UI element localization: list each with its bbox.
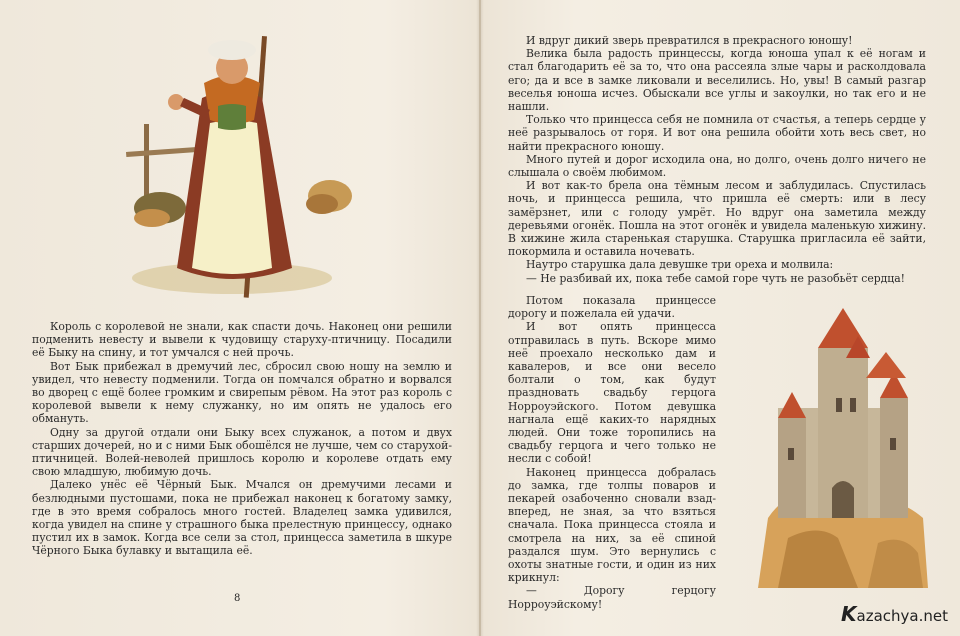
left-paragraph: Вот Бык прибежал в дремучий лес, сбросил свою ношу на землю и увидел, что невесту подменили. Тогда он помчался обратно и ворвался во дворец с ещё более громким и свирепым рёвом. На этот раз король с королевой вывели к нему служанку, но им опять не удалось его обмануть. [32,359,452,426]
right-paragraph: — Не разбивай их, пока тебе самой горе чуть не разобьёт сердца! [526,271,906,285]
left-paragraph: Далеко унёс её Чёрный Бык. Мчался он дремучими лесами и безлюдными пустошами, пока не прибежал наконец к богатому замку, где в это время собралось много гостей. Владелец замка удивился, когда увидел на спине у страшного быка прелестную принцессу, однако пустил их в замок. Когда все сели за стол, принцесса заметила в шкуре Чёрного Быка булавку и вытащила её. [32,478,452,558]
right-paragraph: Только что принцесса себя не помнила от счастья, а теперь сердце у неё разрывалось от горя. И вот она решила обойти хоть весь свет, но найти прекрасного юношу. [508,113,926,153]
left-paragraph: Король с королевой не знали, как спасти дочь. Наконец они решили подменить невесту и вывели к чудовищу старуху-птичницу. Посадили её Быку на спину, и тот умчался с ней прочь. [32,320,452,360]
old-woman-illustration [122,28,362,308]
right-paragraph: — Дорогу герцогу Норроуэйскому! [508,584,716,611]
watermark-text: azachya.net [856,607,948,625]
right-page-text-narrow [508,294,716,611]
left-paragraph: Одну за другой отдали они Быку всех служанок, а потом и двух старших дочерей, но и с ними Бык обошёлся не лучше, чем со старухой-птичницей. Волей-неволей пришлось королю и королеве отдать ему свою младшую, любимую дочь. [32,425,452,479]
left-page-text [32,320,452,558]
right-paragraph: Потом показала принцессе дорогу и пожелала ей удачи. [508,294,716,321]
right-paragraph: Наконец принцесса добралась до замка, где толпы поваров и пекарей озабоченно сновали взад-вперед, не зная, за что взяться сначала. Пока принцесса стояла и смотрела на них, за её спиной раздался шум. Это вернулись с охоты знатные гости, и один из них крикнул: [508,465,716,585]
site-watermark [841,602,948,626]
right-paragraph: И вот как-то брела она тёмным лесом и заблудилась. Спустилась ночь, и принцесса решила, что пришла её смерть: или в лесу замёрзнет, или с голоду умрёт. Но вдруг она заметила между деревьями огонёк. Пошла на этот огонёк и увидела маленькую хижину. В хижине жила старенькая старушка. Старушка пригласила её зайти, покормила и оставила ночевать. [508,179,926,259]
right-paragraph: И вот опять принцесса отправилась в путь. Вскоре мимо неё проехало несколько дам и кавалеров, и все они весело болтали о том, как будут праздновать свадьбу герцога Норроуэйского. Потом девушка нагнала ещё каких-то нарядных людей. Они тоже торопились на свадьбу герцога и чего только не несли с собой! [508,320,716,466]
right-paragraph: И вдруг дикий зверь превратился в прекрасного юношу! [526,34,853,47]
page-number: 8 [234,593,241,604]
castle-illustration [758,288,928,588]
right-page-text-top [508,34,926,285]
watermark-letter: K [841,602,857,626]
right-paragraph: Велика была радость принцессы, когда юноша упал к её ногам и стал благодарить её за то, что она рассеяла злые чары и расколдовала его; да и все в замке ликовали и веселились. Но, увы! В самый разгар веселья юноша исчез. Обыскали все углы и закоулки, но так его и не нашли. [508,47,926,114]
right-paragraph: Наутро старушка дала девушке три ореха и молвила: [526,258,834,272]
right-paragraph: Много путей и дорог исходила она, но долго, очень долго ничего не слышала о своём любимом. [508,152,926,180]
